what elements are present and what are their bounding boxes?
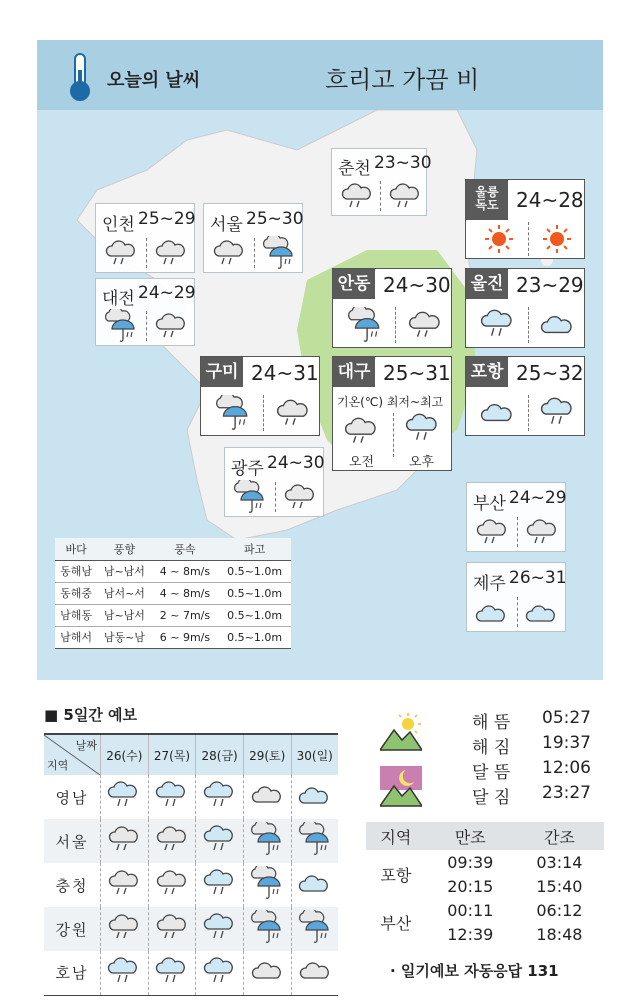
day-header: 30(일) xyxy=(291,734,338,775)
moonset-time: 23:27 xyxy=(542,783,591,803)
city-name: 제주 xyxy=(473,574,506,594)
partly-cloud-icon xyxy=(525,599,559,627)
sunrise-time: 05:27 xyxy=(542,708,591,728)
moonrise-label: 달 뜸 xyxy=(472,763,511,783)
umbrella-rain-icon xyxy=(250,866,284,900)
city-card-daejeon xyxy=(95,278,195,346)
table-row: 포항 09:39 03:14 xyxy=(366,850,604,874)
sunset-label: 해 짐 xyxy=(472,738,511,758)
umbrella-rain-icon xyxy=(347,307,383,343)
map-header xyxy=(37,40,603,110)
day-header: 26(수) xyxy=(101,734,149,775)
city-card-seoul xyxy=(203,203,303,273)
rain-cloud-icon xyxy=(155,826,189,852)
tide-region: 포항 xyxy=(380,865,412,885)
city-temp: 23~30 xyxy=(374,153,432,173)
five-day-forecast-table xyxy=(44,733,338,996)
forecast-title: ■ 5일간 예보 xyxy=(44,706,138,724)
moonrise-time: 12:06 xyxy=(542,758,591,778)
city-tag-ulleung: 울릉 독도 xyxy=(466,180,508,220)
city-temp: 24~29 xyxy=(509,488,567,508)
sunset-time: 19:37 xyxy=(542,733,591,753)
umbrella-rain-icon xyxy=(215,395,251,431)
forecast-region: 영남 xyxy=(44,775,101,819)
umbrella-rain-icon xyxy=(250,822,284,856)
city-temp: 25~32 xyxy=(516,361,584,385)
forecast-row xyxy=(44,951,338,995)
forecast-phone-footer: · 일기예보 자동응답 131 xyxy=(390,962,559,980)
city-temp: 23~29 xyxy=(516,273,584,297)
am-label: 오전 xyxy=(349,455,375,470)
city-temp: 25~30 xyxy=(246,209,304,229)
rain-cloud-icon xyxy=(343,417,379,445)
rain-cloud-icon xyxy=(283,484,317,510)
moonset-label: 달 짐 xyxy=(472,788,511,808)
partly-rain-icon xyxy=(155,781,189,809)
table-row: 동해중 남서~서 4 ~ 8m/s 0.5~1.0m xyxy=(55,582,291,604)
today-weather-label: 오늘의 날씨 xyxy=(107,70,201,91)
city-tag-uljin: 울진 xyxy=(466,269,508,299)
rain-cloud-icon xyxy=(388,183,422,209)
city-card-incheon xyxy=(95,203,195,273)
rain-cloud-icon xyxy=(275,399,311,427)
partly-rain-icon xyxy=(203,869,237,897)
umbrella-rain-icon xyxy=(250,910,284,944)
city-card-chuncheon xyxy=(331,148,432,216)
sea-header: 풍속 xyxy=(152,538,219,560)
forecast-row xyxy=(44,775,338,819)
city-card-gwangju xyxy=(224,447,324,517)
forecast-row xyxy=(44,863,338,907)
rain-cloud-icon xyxy=(212,240,246,266)
rain-cloud-icon xyxy=(340,183,374,209)
city-temp: 24~30 xyxy=(383,273,451,297)
sea-header: 풍향 xyxy=(97,538,151,560)
partly-rain-icon xyxy=(107,781,141,809)
partly-rain-icon xyxy=(405,413,441,443)
table-row: 남해서 남동~남 6 ~ 9m/s 0.5~1.0m xyxy=(55,626,291,648)
city-card-gumi xyxy=(200,356,320,436)
city-temp: 25~31 xyxy=(383,361,451,385)
umbrella-rain-icon xyxy=(298,822,332,856)
city-temp: 24~30 xyxy=(267,453,325,473)
umbrella-rain-icon xyxy=(233,480,267,514)
forecast-region: 강원 xyxy=(44,907,101,951)
sea-conditions-table xyxy=(55,538,291,649)
sea-header: 파고 xyxy=(218,538,291,560)
city-name: 인천 xyxy=(102,215,135,235)
temp-legend: 기온(℃) 최저~최고 xyxy=(337,395,444,409)
city-temp: 24~31 xyxy=(251,361,319,385)
partly-rain-icon xyxy=(203,957,237,985)
city-card-daegu xyxy=(332,356,452,471)
forecast-row xyxy=(44,819,338,863)
partly-rain-icon xyxy=(203,913,237,941)
partly-cloud-icon xyxy=(475,599,509,627)
table-row: 남해동 남~남서 2 ~ 7m/s 0.5~1.0m xyxy=(55,604,291,626)
day-header: 27(목) xyxy=(148,734,196,775)
partly-rain-icon xyxy=(155,957,189,985)
cloud-icon xyxy=(250,782,284,808)
rain-cloud-icon xyxy=(155,914,189,940)
day-header: 28(금) xyxy=(196,734,244,775)
umbrella-rain-icon xyxy=(298,910,332,944)
sea-header: 바다 xyxy=(55,538,97,560)
rain-cloud-icon xyxy=(104,240,138,266)
table-row: 부산 00:11 06:12 xyxy=(366,898,604,922)
partly-rain-icon xyxy=(203,825,237,853)
rain-cloud-icon xyxy=(107,870,141,896)
thermometer-icon xyxy=(67,52,93,102)
city-temp: 24~29 xyxy=(138,283,196,303)
corner-header: 날짜 지역 xyxy=(44,734,101,775)
tide-header: 만조 xyxy=(426,822,515,850)
partly-rain-icon xyxy=(203,781,237,809)
city-tag-daegu: 대구 xyxy=(333,357,375,387)
city-name: 춘천 xyxy=(338,159,371,179)
partly-cloud-icon xyxy=(540,309,576,339)
umbrella-rain-icon xyxy=(262,236,296,270)
table-row: 20:15 15:40 xyxy=(447,876,583,896)
rain-cloud-icon xyxy=(107,826,141,852)
partly-rain-icon xyxy=(107,957,141,985)
cloud-icon xyxy=(250,958,284,984)
city-temp: 24~28 xyxy=(516,188,584,212)
city-card-andong xyxy=(332,268,452,348)
partly-rain-icon xyxy=(540,397,576,427)
rain-cloud-icon xyxy=(154,240,188,266)
partly-cloud-icon xyxy=(480,397,516,427)
city-name: 대전 xyxy=(102,289,135,309)
rain-cloud-icon xyxy=(154,313,188,339)
umbrella-rain-icon xyxy=(104,309,138,343)
rain-cloud-icon xyxy=(407,311,443,339)
sun-icon xyxy=(542,224,572,254)
forecast-row xyxy=(44,907,338,951)
forecast-region: 호남 xyxy=(44,951,101,995)
pm-label: 오후 xyxy=(409,455,435,470)
sunrise-mountain-icon xyxy=(380,712,422,752)
rain-cloud-icon xyxy=(525,519,559,545)
weather-summary: 흐리고 가끔 비 xyxy=(325,66,480,94)
city-temp: 26~31 xyxy=(509,568,567,588)
moonrise-mountain-icon xyxy=(380,766,422,808)
partly-cloud-icon xyxy=(298,869,332,897)
sunrise-label: 해 뜸 xyxy=(472,713,511,733)
day-header: 29(토) xyxy=(243,734,291,775)
city-card-busan xyxy=(466,482,566,552)
forecast-region: 충청 xyxy=(44,863,101,907)
table-row: 12:39 18:48 xyxy=(447,924,583,944)
city-name: 광주 xyxy=(231,459,264,479)
city-tag-andong: 안동 xyxy=(333,269,375,299)
cloud-icon xyxy=(298,958,332,984)
forecast-region: 서울 xyxy=(44,819,101,863)
city-name: 서울 xyxy=(210,215,243,235)
tide-header: 간조 xyxy=(515,822,604,850)
rain-cloud-icon xyxy=(107,914,141,940)
rain-cloud-icon xyxy=(155,870,189,896)
tide-region: 부산 xyxy=(380,913,412,933)
city-card-uljin xyxy=(465,268,585,348)
city-card-jeju xyxy=(466,562,566,632)
partly-rain-icon xyxy=(480,309,516,339)
city-card-pohang xyxy=(465,356,585,436)
sun-icon xyxy=(484,224,514,254)
city-card-ulleung xyxy=(465,179,585,259)
city-tag-pohang: 포항 xyxy=(466,357,508,387)
partly-cloud-icon xyxy=(298,781,332,809)
city-tag-gumi: 구미 xyxy=(201,357,243,387)
rain-cloud-icon xyxy=(475,519,509,545)
city-temp: 25~29 xyxy=(138,209,196,229)
tide-header: 지역 xyxy=(366,822,426,850)
city-name: 부산 xyxy=(473,494,506,514)
tide-table xyxy=(366,822,604,946)
table-row: 동해남 남~남서 4 ~ 8m/s 0.5~1.0m xyxy=(55,560,291,582)
